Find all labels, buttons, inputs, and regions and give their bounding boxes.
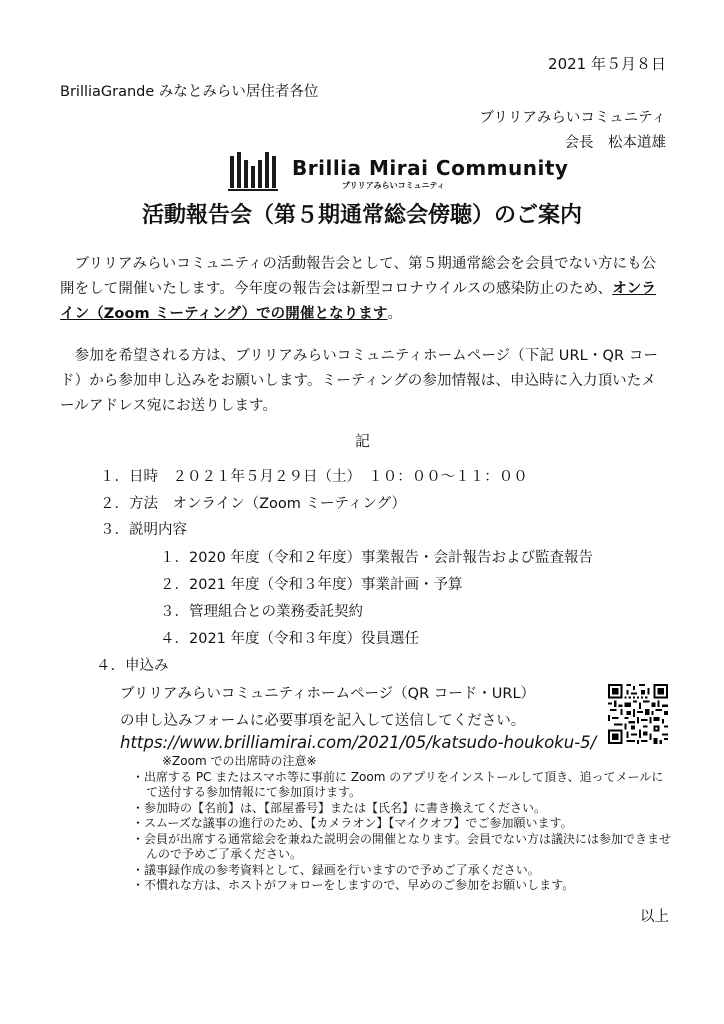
item-content: ３．説明内容 — [100, 522, 187, 538]
document-date: 2021 年５月８日 — [548, 55, 666, 73]
item-method: ２．方法 オンライン（Zoom ミーティング） — [100, 496, 406, 512]
sub-item: ４．2021 年度（令和３年度）役員選任 — [160, 631, 420, 647]
item-datetime: １．日時 ２０２１年５月２９日（土） １０：００～１１：００ — [100, 469, 528, 485]
addressee: BrilliaGrande みなとみらい居住者各位 — [60, 84, 319, 100]
participation-text: 参加を希望される方は、ブリリアみらいコミュニティホームページ（下記 URL・QR コード）から参加申し込みをお願いします。ミーティングの参加情報は、申込時に入力頂いたメールアドレス宛にお送りします。 — [60, 348, 659, 414]
note-item: ・スムーズな議事の進行のため、【カメラオン】【マイクオフ】でご参加願います。 — [132, 816, 573, 830]
paragraph-participation — [60, 344, 670, 419]
document-title: 活動報告会（第５期通常総会傍聴）のご案内 — [141, 203, 582, 228]
ki-heading: 記 — [355, 432, 371, 450]
note-item: ・議事録作成の参考資料として、録画を行いますので予めご了承ください。 — [132, 862, 540, 877]
apply-line-2: の申し込みフォームに必要事項を記入して送信してください。 — [120, 713, 526, 729]
intro-emphasis: オンライン（Zoom ミーティング）での開催となります — [60, 281, 656, 322]
intro-tail: 。 — [387, 306, 403, 322]
paragraph-intro — [60, 252, 670, 327]
notes-heading: ※Zoom での出席時の注意※ — [162, 754, 317, 768]
zoom-notes — [132, 754, 672, 894]
item-apply: ４．申込み — [96, 658, 169, 674]
sub-item: ３．管理組合との業務委託契約 — [160, 604, 363, 620]
sender-organization: ブリリアみらいコミュニティ — [479, 110, 666, 126]
logo-subtitle: ブリリアみらいコミュニティ — [342, 181, 445, 190]
sub-item: ２．2021 年度（令和３年度）事業計画・予算 — [160, 577, 463, 593]
qr-code-icon[interactable] — [608, 684, 668, 744]
logo-wordmark: Brillia Mirai Community — [292, 156, 569, 180]
sender-president: 会長 松本道雄 — [564, 135, 666, 151]
note-item: ・不慣れな方は、ホストがフォローをしますので、早めのご参加をお願いします。 — [132, 878, 575, 892]
note-item: ・会員が出席する通常総会を兼ねた説明会の開催となります。会員でない方は議決には参加できませんので予めご了承ください。 — [132, 831, 672, 861]
apply-line-1: ブリリアみらいコミュニティホームページ（QR コード・URL） — [120, 686, 536, 702]
application-url-link[interactable]: https://www.brilliamirai.com/2021/05/katsudo-houkoku-5/ — [120, 733, 597, 752]
note-item: ・出席する PC またはスマホ等に事前に Zoom のアプリをインストールして頂き、追ってメールにて送付する参加情報にて参加頂けます。 — [132, 769, 664, 799]
closing-mark: 以上 — [640, 909, 669, 925]
note-item: ・参加時の【名前】は、【部屋番号】または【氏名】に書き換えてください。 — [132, 800, 547, 815]
intro-text: ブリリアみらいコミュニティの活動報告会として、第５期通常総会を会員でない方にも公開をして開催いたします。今年度の報告会は新型コロナウイルスの感染防止のため、 — [60, 256, 657, 297]
sub-item: １．2020 年度（令和２年度）事業報告・会計報告および監査報告 — [160, 550, 594, 566]
